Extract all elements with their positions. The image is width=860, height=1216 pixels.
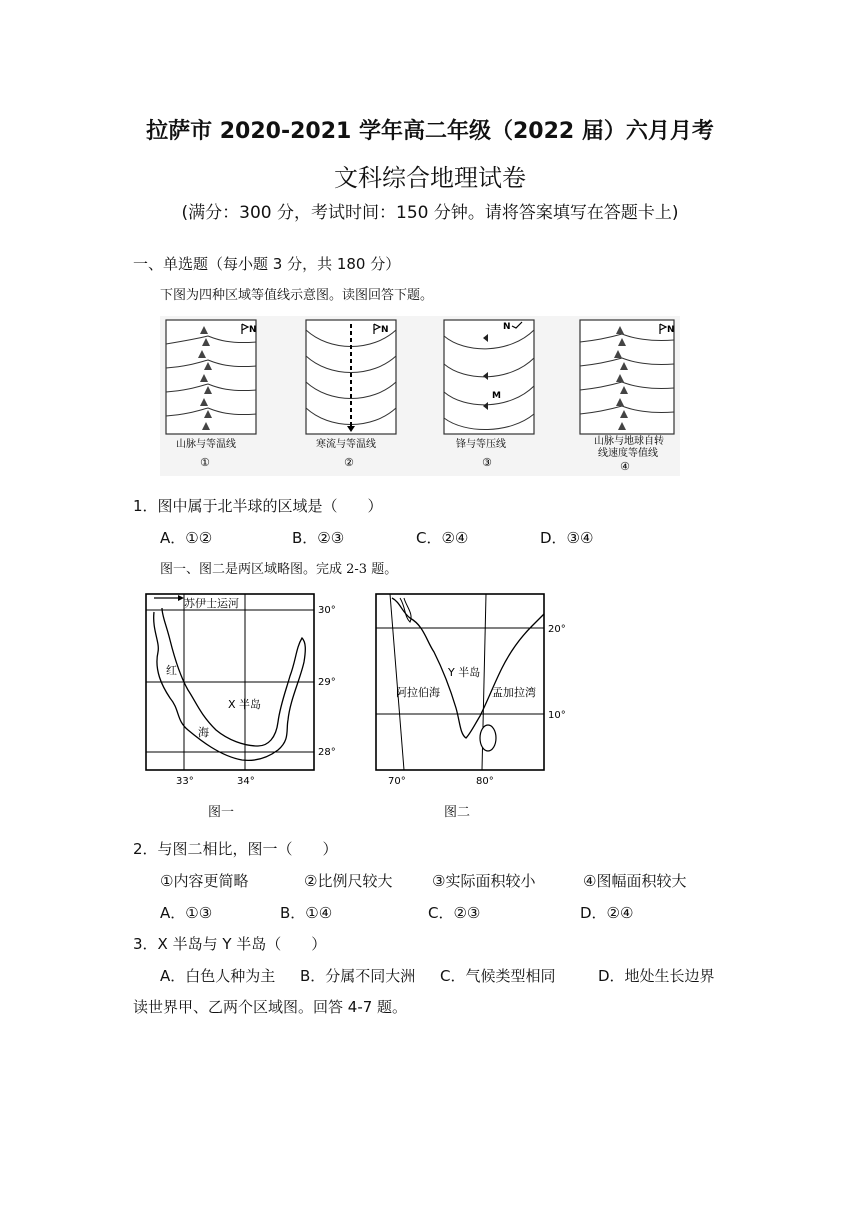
panel-1-caption: 山脉与等温线 <box>176 439 236 450</box>
q2-option-d: D．②④ <box>580 904 634 922</box>
panel-4-caption-1: 山脉与地球自转 <box>594 436 664 447</box>
q2-item-1: ①内容更简略 <box>160 872 249 890</box>
q2-item-2: ②比例尺较大 <box>304 872 393 890</box>
exam-note: (满分：300 分，考试时间：150 分钟。请将答案填写在答题卡上) <box>181 203 679 223</box>
q3-option-a: A．白色人种为主 <box>160 967 276 985</box>
panel-3-number: ③ <box>482 456 492 469</box>
question-3-stem: 3．X 半岛与 Y 半岛（ ） <box>133 935 327 953</box>
fig1-lon-right: 34° <box>237 776 255 787</box>
fig2-sea-west-label: 阿拉伯海 <box>396 686 440 699</box>
isoline-panels-figure <box>160 316 680 476</box>
panel-2-north: N <box>381 325 389 335</box>
panel-4-number: ④ <box>620 460 630 473</box>
panel-3-caption: 锋与等压线 <box>456 439 506 450</box>
section-intro: 下图为四种区域等值线示意图。读图回答下题。 <box>160 288 434 303</box>
q1-option-b: B．②③ <box>292 529 345 547</box>
q2-option-c: C．②③ <box>428 904 481 922</box>
exam-subtitle: 文科综合地理试卷 <box>334 164 526 192</box>
q3-option-c: C．气候类型相同 <box>440 967 556 985</box>
fig1-sea-label-2: 海 <box>198 726 209 739</box>
figure-2-map <box>370 588 570 788</box>
intro-q4-7: 读世界甲、乙两个区域图。回答 4-7 题。 <box>133 998 408 1016</box>
fig1-lon-left: 33° <box>176 776 194 787</box>
fig1-lat-top: 30° <box>318 605 336 616</box>
section-heading: 一、单选题（每小题 3 分，共 180 分） <box>133 255 401 273</box>
fig2-sea-east-label: 孟加拉湾 <box>492 686 536 699</box>
q1-option-a: A．①② <box>160 529 213 547</box>
panel-4-caption-2: 线速度等值线 <box>598 448 658 459</box>
fig1-lat-bot: 28° <box>318 747 336 758</box>
q1-option-c: C．②④ <box>416 529 469 547</box>
panel-4-north: N <box>667 325 675 335</box>
panel-2-number: ② <box>344 456 354 469</box>
exam-title: 拉萨市 2020-2021 学年高二年级（2022 届）六月月考 <box>146 119 714 144</box>
panel-3-north: N <box>503 322 511 332</box>
intro-q2-3: 图一、图二是两区域略图。完成 2-3 题。 <box>160 562 398 577</box>
fig1-peninsula-label: X 半岛 <box>228 698 262 711</box>
q2-item-3: ③实际面积较小 <box>432 872 536 890</box>
fig2-lon-left: 70° <box>388 776 406 787</box>
panel-2-caption: 寒流与等温线 <box>316 439 376 450</box>
fig2-lon-right: 80° <box>476 776 494 787</box>
fig1-lat-mid: 29° <box>318 677 336 688</box>
fig1-canal-label: 苏伊士运河 <box>184 597 239 610</box>
figure-1-caption: 图一 <box>208 805 235 820</box>
q2-option-b: B．①④ <box>280 904 333 922</box>
figure-2-caption: 图二 <box>444 805 471 820</box>
q3-option-d: D．地处生长边界 <box>598 967 715 985</box>
sri-lanka-island <box>480 725 496 751</box>
fig2-lat-bot: 10° <box>548 710 566 721</box>
q3-option-b: B．分属不同大洲 <box>300 967 416 985</box>
q2-option-a: A．①③ <box>160 904 213 922</box>
panel-1-number: ① <box>200 456 210 469</box>
fig2-peninsula-label: Y 半岛 <box>448 666 481 679</box>
question-1-stem: 1．图中属于北半球的区域是（ ） <box>133 497 383 515</box>
figure-1-map <box>140 590 350 790</box>
panel-1-north: N <box>249 325 257 335</box>
question-2-stem: 2．与图二相比，图一（ ） <box>133 840 338 858</box>
q2-item-4: ④图幅面积较大 <box>583 872 687 890</box>
panel-3-label-m: M <box>492 391 501 401</box>
fig2-lat-top: 20° <box>548 624 566 635</box>
q1-option-d: D．③④ <box>540 529 594 547</box>
fig1-sea-label-1: 红 <box>166 664 177 677</box>
